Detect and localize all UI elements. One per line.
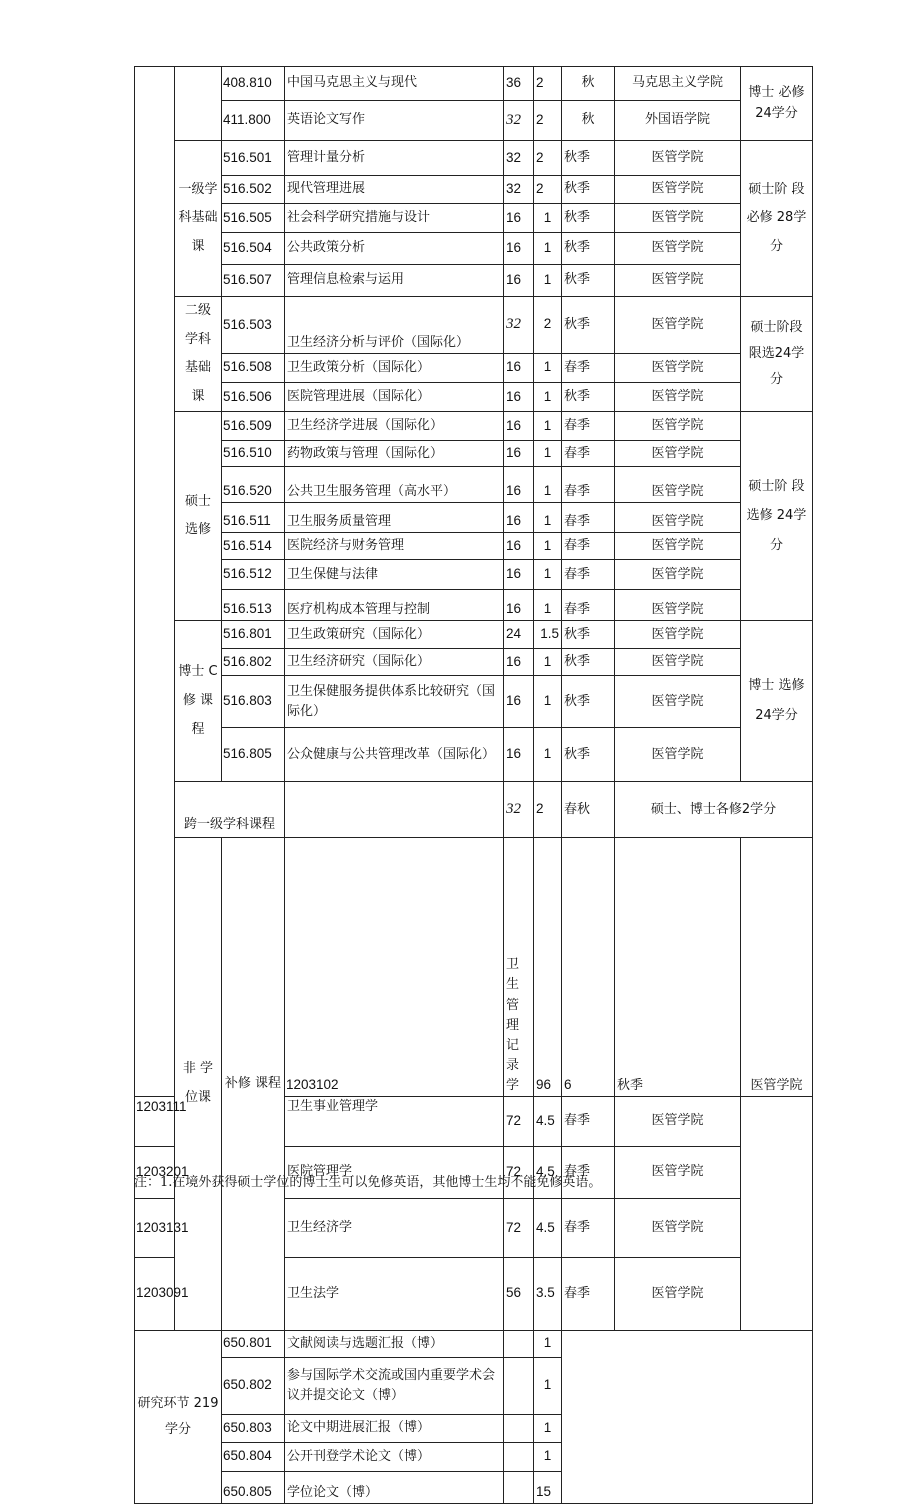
course-code: 516.510	[222, 441, 285, 467]
course-term: 秋季	[615, 838, 741, 1097]
course-code: 516.520	[222, 467, 285, 503]
course-credits: 15	[534, 1471, 562, 1503]
course-name: 管理计量分析	[285, 141, 504, 176]
table-row	[135, 782, 813, 838]
course-code: 516.514	[222, 533, 285, 560]
course-term: 春季	[562, 1257, 615, 1330]
course-name: 公共政策分析	[285, 233, 504, 265]
course-credits: 1	[534, 728, 562, 782]
course-credits: 4.5	[534, 1146, 562, 1199]
course-code: 650.804	[222, 1442, 285, 1471]
course-credits: 1	[534, 676, 562, 728]
course-hours: 16	[504, 676, 534, 728]
course-dept: 医管学院	[615, 176, 741, 204]
course-name: 公开刊登学术论文（博）	[285, 1442, 504, 1471]
course-code: 516.803	[222, 676, 285, 728]
course-name: 医院管理学	[285, 1146, 504, 1199]
course-term: 春季	[562, 1097, 615, 1146]
table-row	[135, 204, 813, 233]
course-hours: 16	[504, 533, 534, 560]
course-name: 社会科学研究措施与设计	[285, 204, 504, 233]
course-dept: 医管学院	[615, 1257, 741, 1330]
course-hours: 16	[504, 467, 534, 503]
course-code: 516.802	[222, 649, 285, 676]
course-credits: 1	[534, 1357, 562, 1414]
table-row	[135, 728, 813, 782]
course-dept: 医管学院	[615, 204, 741, 233]
course-credits: 2	[534, 67, 562, 101]
course-term: 秋季	[562, 621, 615, 649]
course-dept: 医管学院	[615, 621, 741, 649]
course-hours: 16	[504, 728, 534, 782]
course-hours: 16	[504, 204, 534, 233]
course-term: 春季	[562, 503, 615, 533]
course-credits: 3.5	[534, 1257, 562, 1330]
course-name: 公共卫生服务管理（高水平）	[285, 467, 504, 503]
course-term: 春季	[562, 590, 615, 621]
course-hours	[504, 1414, 534, 1442]
course-code: 516.504	[222, 233, 285, 265]
course-term: 春季	[562, 1199, 615, 1257]
course-code: 411.800	[222, 101, 285, 141]
course-credits: 1	[534, 233, 562, 265]
course-name: 药物政策与管理（国际化）	[285, 441, 504, 467]
table-row	[135, 67, 813, 101]
table-row	[135, 560, 813, 590]
course-term: 秋季	[562, 383, 615, 412]
course-code: 516.501	[222, 141, 285, 176]
remark-cell: 硕士阶段 限选24学 分	[741, 297, 813, 412]
course-name: 卫生服务质量管理	[285, 503, 504, 533]
course-code: 516.505	[222, 204, 285, 233]
course-code: 650.802	[222, 1357, 285, 1414]
course-name: 公众健康与公共管理改革（国际化）	[285, 728, 504, 782]
course-dept: 医管学院	[615, 503, 741, 533]
course-dept: 医管学院	[741, 838, 813, 1097]
course-code: 516.502	[222, 176, 285, 204]
course-dept: 医管学院	[615, 728, 741, 782]
course-code: 516.508	[222, 353, 285, 382]
category-cell: 一级学 科基础 课	[175, 141, 222, 297]
course-name: 现代管理进展	[285, 176, 504, 204]
course-name: 卫生保健服务提供体系比较研究（国际化）	[285, 676, 504, 728]
course-credits: 4.5	[534, 1199, 562, 1257]
course-credits: 2	[534, 176, 562, 204]
course-code: 1203102	[285, 838, 504, 1097]
course-credits: 1	[534, 590, 562, 621]
course-name: 卫生保健与法律	[285, 560, 504, 590]
course-dept: 医管学院	[615, 297, 741, 354]
category-cell: 二级 学科 基础 课	[175, 297, 222, 412]
course-credits: 1	[534, 383, 562, 412]
course-name: 管理信息检索与运用	[285, 265, 504, 297]
course-code: 516.805	[222, 728, 285, 782]
table-row	[135, 441, 813, 467]
course-credits: 1	[534, 560, 562, 590]
table-row	[135, 176, 813, 204]
course-dept: 硕士、博士各修2学分	[615, 782, 813, 838]
course-code: 516.511	[222, 503, 285, 533]
course-code: 516.801	[222, 621, 285, 649]
course-hours: 72	[504, 1097, 534, 1146]
course-name: 卫生经济学	[285, 1199, 504, 1257]
category-cell: 硕士 选修	[175, 412, 222, 621]
course-dept: 医管学院	[615, 1199, 741, 1257]
course-dept: 医管学院	[615, 353, 741, 382]
course-dept: 医管学院	[615, 467, 741, 503]
footnote: 注：1.在境外获得硕士学位的博士生可以免修英语，其他博士生均不能免修英语。	[134, 1175, 602, 1190]
course-hours: 72	[504, 1199, 534, 1257]
course-credits: 1	[534, 204, 562, 233]
degree-course-outer-cell	[135, 67, 175, 1097]
course-code: 516.509	[222, 412, 285, 441]
table-row	[135, 383, 813, 412]
course-dept: 医管学院	[615, 533, 741, 560]
course-code: 1203201	[135, 1146, 175, 1199]
cross-discipline-label: 跨一级学科课程	[175, 782, 285, 838]
course-credits: 1	[534, 503, 562, 533]
course-hours	[504, 1442, 534, 1471]
course-name: 学位论文（博）	[285, 1471, 504, 1503]
course-term: 秋季	[562, 297, 615, 354]
course-term: 秋季	[562, 728, 615, 782]
course-hours: 16	[504, 383, 534, 412]
research-label: 研究环节 219学分	[135, 1330, 222, 1503]
course-name: 卫生经济学进展（国际化）	[285, 412, 504, 441]
course-term: 秋季	[562, 204, 615, 233]
course-term: 春季	[562, 353, 615, 382]
course-credits: 1	[534, 1330, 562, 1357]
course-hours: 16	[504, 233, 534, 265]
course-code: 650.803	[222, 1414, 285, 1442]
table-row	[135, 353, 813, 382]
course-hours: 16	[504, 503, 534, 533]
course-term: 秋季	[562, 176, 615, 204]
course-credits: 1.5	[534, 621, 562, 649]
course-credits: 1	[534, 467, 562, 503]
course-name: 论文中期进展汇报（博）	[285, 1414, 504, 1442]
table-row	[135, 1330, 813, 1357]
course-credits: 4.5	[534, 1097, 562, 1146]
category-cell: 补修 课程	[222, 838, 285, 1330]
table-row	[135, 467, 813, 503]
course-term: 秋季	[562, 265, 615, 297]
course-term: 秋季	[562, 649, 615, 676]
course-hours: 32	[504, 176, 534, 204]
table-row	[135, 141, 813, 176]
course-term: 春季	[562, 533, 615, 560]
category-cell: 博士 C修 课程	[175, 621, 222, 782]
course-term: 秋	[562, 67, 615, 101]
table-row	[135, 265, 813, 297]
course-credits: 2	[534, 141, 562, 176]
course-hours: 32	[504, 101, 534, 141]
course-credits: 2	[534, 101, 562, 141]
course-code: 650.801	[222, 1330, 285, 1357]
course-term: 春秋	[562, 782, 615, 838]
course-code: 516.503	[222, 297, 285, 354]
category-cell	[175, 67, 222, 141]
course-dept: 医管学院	[615, 141, 741, 176]
course-code: 516.513	[222, 590, 285, 621]
course-hours: 72	[504, 1146, 534, 1199]
course-hours: 16	[504, 560, 534, 590]
course-dept: 医管学院	[615, 1097, 741, 1146]
course-term: 春季	[562, 560, 615, 590]
remark-cell: 硕士阶 段选修 24学分	[741, 412, 813, 621]
course-dept: 医管学院	[615, 265, 741, 297]
course-table	[134, 66, 813, 1504]
course-name: 参与国际学术交流或国内重要学术会议并提交论文（博）	[285, 1357, 504, 1414]
course-credits: 1	[534, 353, 562, 382]
course-hours: 56	[504, 1257, 534, 1330]
course-hours: 16	[504, 649, 534, 676]
course-hours: 96	[534, 838, 562, 1097]
course-name: 卫生经济分析与评价（国际化）	[285, 297, 504, 354]
table-row	[135, 297, 813, 354]
course-hours	[504, 1357, 534, 1414]
course-name: 英语论文写作	[285, 101, 504, 141]
course-hours: 32	[504, 782, 534, 838]
course-hours: 16	[504, 590, 534, 621]
remark-cell: 硕士阶 段必修 28学分	[741, 141, 813, 297]
course-code: 516.506	[222, 383, 285, 412]
course-dept: 医管学院	[615, 412, 741, 441]
research-blank-cell	[562, 1330, 813, 1503]
course-credits: 1	[534, 441, 562, 467]
table-row	[135, 101, 813, 141]
course-credits: 1	[534, 412, 562, 441]
course-dept: 医管学院	[615, 649, 741, 676]
course-term: 春季	[562, 467, 615, 503]
course-code: 1203091	[135, 1257, 175, 1330]
table-row	[135, 621, 813, 649]
table-row	[135, 503, 813, 533]
course-term: 秋季	[562, 233, 615, 265]
course-dept: 医管学院	[615, 676, 741, 728]
course-credits: 1	[534, 1414, 562, 1442]
remark-cell: 博士 选修 24学分	[741, 621, 813, 782]
course-hours	[504, 1471, 534, 1503]
course-dept: 医管学院	[615, 441, 741, 467]
course-name: 卫生经济研究（国际化）	[285, 649, 504, 676]
course-name: 卫生法学	[285, 1257, 504, 1330]
course-credits: 1	[534, 265, 562, 297]
course-name: 卫生管理记录学	[504, 838, 534, 1097]
course-hours	[504, 1330, 534, 1357]
course-term: 秋季	[562, 676, 615, 728]
table-row	[135, 590, 813, 621]
course-code: 516.507	[222, 265, 285, 297]
course-code: 1203111	[135, 1097, 175, 1146]
course-term: 春季	[562, 441, 615, 467]
course-credits: 1	[534, 649, 562, 676]
course-name: 卫生政策研究（国际化）	[285, 621, 504, 649]
course-code: 650.805	[222, 1471, 285, 1503]
course-name	[285, 782, 504, 838]
course-dept: 医管学院	[615, 590, 741, 621]
course-name: 医院经济与财务管理	[285, 533, 504, 560]
table-row	[135, 412, 813, 441]
course-name: 文献阅读与选题汇报（博）	[285, 1330, 504, 1357]
course-dept: 外国语学院	[615, 101, 741, 141]
course-code: 1203131	[135, 1199, 175, 1257]
course-term: 春季	[562, 412, 615, 441]
course-term: 秋	[562, 101, 615, 141]
course-credits: 2	[534, 782, 562, 838]
course-name: 医疗机构成本管理与控制	[285, 590, 504, 621]
course-name: 医院管理进展（国际化）	[285, 383, 504, 412]
table-row	[135, 838, 813, 1097]
course-code: 516.512	[222, 560, 285, 590]
course-dept: 医管学院	[615, 560, 741, 590]
course-hours: 32	[504, 297, 534, 354]
course-credits: 6	[562, 838, 615, 1097]
table-row	[135, 676, 813, 728]
course-term: 秋季	[562, 141, 615, 176]
course-dept: 马克思主义学院	[615, 67, 741, 101]
course-dept: 医管学院	[615, 383, 741, 412]
course-dept: 医管学院	[615, 233, 741, 265]
table-row	[135, 649, 813, 676]
remark-cell: 博士 必修 24学分	[741, 67, 813, 141]
course-dept: 医管学院	[615, 1146, 741, 1199]
course-name: 卫生政策分析（国际化）	[285, 353, 504, 382]
course-name: 卫生事业管理学	[285, 1097, 504, 1146]
course-hours: 36	[504, 67, 534, 101]
course-hours: 16	[504, 412, 534, 441]
course-code: 408.810	[222, 67, 285, 101]
course-credits: 1	[534, 1442, 562, 1471]
non-degree-label: 非 学 位课	[175, 838, 222, 1330]
course-name: 中国马克思主义与现代	[285, 67, 504, 101]
course-credits: 2	[534, 297, 562, 354]
course-hours: 16	[504, 441, 534, 467]
course-hours: 24	[504, 621, 534, 649]
course-credits: 1	[534, 533, 562, 560]
table-row	[135, 233, 813, 265]
course-term: 春季	[562, 1146, 615, 1199]
course-hours: 16	[504, 353, 534, 382]
course-hours: 32	[504, 141, 534, 176]
course-hours: 16	[504, 265, 534, 297]
table-row	[135, 533, 813, 560]
